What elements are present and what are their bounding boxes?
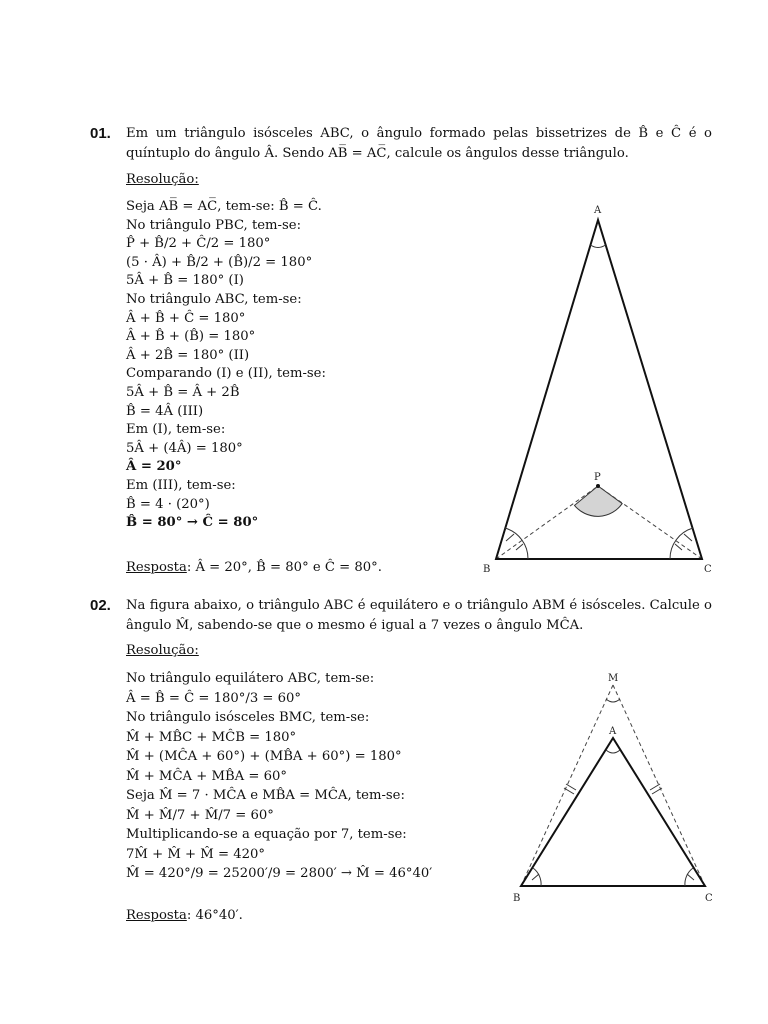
angle-b-tick: [532, 874, 539, 880]
step-line: 5Â + B̂ = 180° (I): [126, 273, 244, 289]
isosceles-triangle-figure: [480, 198, 720, 580]
step-line: 5Â + B̂ = Â + 2B̂: [126, 384, 240, 400]
step-line: Em (III), tem-se:: [126, 477, 236, 493]
congruence-mark: [566, 784, 576, 790]
segment-mb: [521, 685, 613, 886]
step-line: Seja M̂ = 7 · MĈA e MB̂A = MĈA, tem-se:: [126, 788, 405, 803]
angle-p-sector: [575, 486, 623, 516]
angle-b-arc: [533, 868, 541, 886]
equilateral-triangle-figure: [505, 668, 725, 908]
congruence-mark: [652, 788, 662, 794]
question-statement-2: Na figura abaixo, o triângulo ABC é equilátero e o triângulo ABM é isósceles. Calcule o ângulo M̂, sabendo-se que o mesmo é igual a 7 vezes o ângulo MĈA.: [126, 598, 712, 633]
angle-c-tick: [675, 544, 682, 550]
resolution-label-2: Resolução:: [126, 643, 199, 658]
step-line: Â + 2B̂ = 180° (II): [126, 347, 250, 363]
answer-label: Resposta: [126, 560, 187, 575]
vertex-label-b: B: [483, 564, 491, 575]
answer-label: Resposta: [126, 908, 187, 923]
step-line: 7M̂ + M̂ + M̂ = 420°: [126, 846, 265, 862]
angle-a-arc: [591, 245, 606, 248]
step-line: Â + B̂ + (B̂) = 180°: [126, 329, 256, 345]
segment-mc: [613, 685, 705, 886]
step-line: M̂ + MB̂C + MĈB = 180°: [126, 729, 297, 745]
result-line: B̂ = 80° → Ĉ = 80°: [126, 515, 259, 531]
point-p: [596, 484, 600, 488]
bisector-b: [496, 486, 598, 559]
bisector-c: [598, 486, 702, 559]
step-line: No triângulo PBC, tem-se:: [126, 217, 302, 233]
answer-text: : Â = 20°, B̂ = 80° e Ĉ = 80°.: [186, 560, 382, 575]
vertex-label-c: C: [704, 564, 712, 575]
angle-a-arc: [606, 750, 620, 753]
question-number-1: 01.: [90, 125, 111, 142]
point-label-p: P: [594, 472, 601, 483]
result-line: Â = 20°: [126, 459, 182, 475]
angle-b-arc: [505, 528, 528, 559]
step-line: No triângulo ABC, tem-se:: [126, 291, 302, 307]
angle-m-arc: [606, 699, 620, 702]
congruence-mark: [650, 784, 660, 790]
resolution-steps-2: [126, 669, 486, 884]
step-line: Comparando (I) e (II), tem-se:: [126, 366, 326, 382]
step-line: Multiplicando-se a equação por 7, tem-se:: [126, 827, 407, 842]
answer-text: : 46°40′.: [186, 908, 243, 923]
triangle-abc: [521, 738, 705, 886]
step-line: B̂ = 4Â (III): [126, 403, 204, 419]
resolution-label-1: Resolução:: [126, 172, 199, 187]
angle-b-tick: [516, 544, 523, 550]
vertex-label-a: A: [609, 726, 617, 737]
step-line: Â = B̂ = Ĉ = 180°/3 = 60°: [126, 690, 302, 706]
step-line: No triângulo equilátero ABC, tem-se:: [126, 671, 375, 686]
vertex-label-a: A: [594, 205, 602, 216]
congruence-mark: [564, 788, 574, 794]
resolution-steps-1: [126, 198, 486, 533]
step-line: M̂ + M̂/7 + M̂/7 = 60°: [126, 807, 274, 823]
step-line: No triângulo isósceles BMC, tem-se:: [126, 710, 370, 725]
angle-c-tick: [684, 534, 692, 541]
angle-c-tick: [687, 874, 694, 880]
step-line: Em (I), tem-se:: [126, 422, 226, 438]
answer-1: [126, 560, 382, 575]
step-line: P̂ + B̂/2 + Ĉ/2 = 180°: [126, 236, 271, 252]
step-line: M̂ = 420°/9 = 25200′/9 = 2800′ → M̂ = 46°40′: [126, 866, 433, 881]
vertex-label-m: M: [608, 673, 619, 684]
step-line: M̂ + (MĈA + 60°) + (MB̂A + 60°) = 180°: [126, 749, 402, 764]
step-line: Seja AB̅ = AC̅, tem-se: B̂ = Ĉ.: [126, 199, 322, 214]
step-line: B̂ = 4 · (20°): [126, 496, 210, 512]
vertex-label-b: B: [513, 893, 521, 904]
step-line: Â + B̂ + Ĉ = 180°: [126, 310, 246, 326]
question-number-2: 02.: [90, 597, 111, 614]
step-line: (5 · Â) + B̂/2 + (B̂)/2 = 180°: [126, 254, 313, 270]
vertex-label-c: C: [705, 893, 713, 904]
question-statement-1: Em um triângulo isósceles ABC, o ângulo formado pelas bissetrizes de B̂ e Ĉ é o quíntuplo do ângulo Â. Sendo AB̅ = AC̅, calcule os ângulos desse triângulo.: [126, 126, 712, 161]
angle-c-arc: [685, 868, 693, 886]
angle-b-tick: [506, 534, 514, 541]
step-line: M̂ + MĈA + MB̂A = 60°: [126, 768, 288, 784]
step-line: 5Â + (4Â) = 180°: [126, 440, 243, 456]
answer-2: [126, 908, 243, 923]
angle-c-arc: [670, 528, 693, 559]
